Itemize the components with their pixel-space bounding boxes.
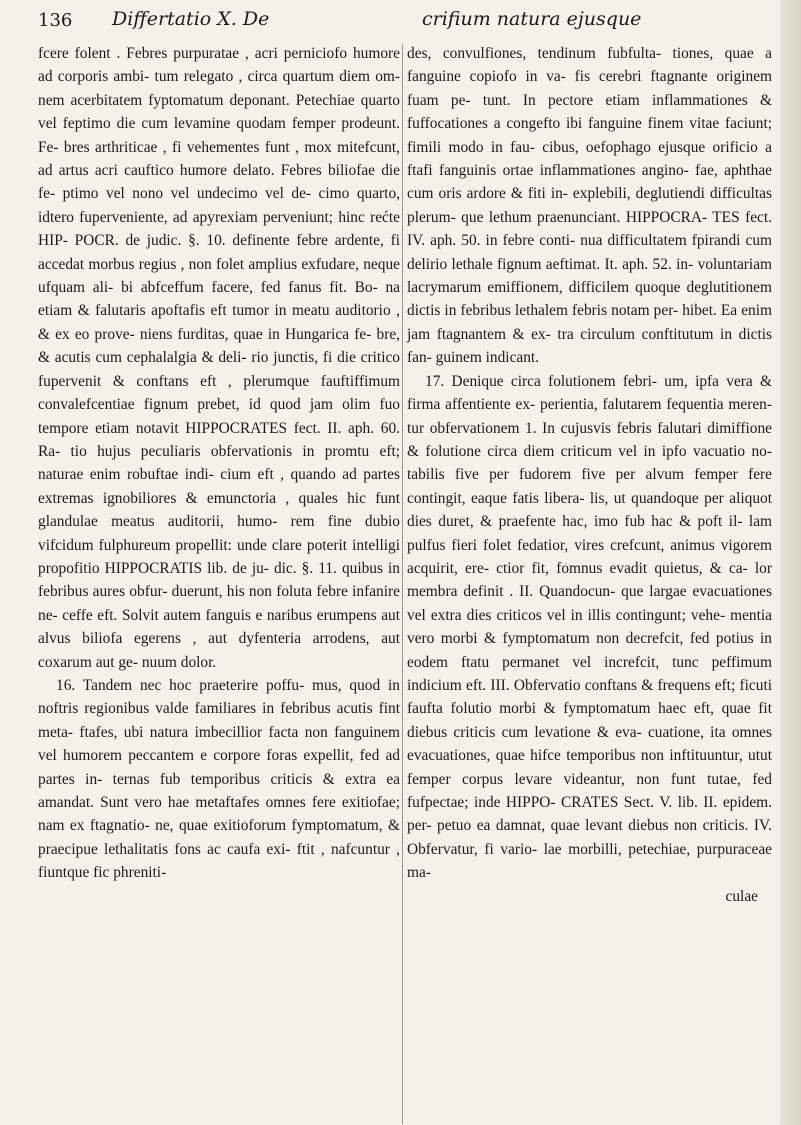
page-number: 136	[38, 10, 73, 31]
paragraph-right-1: des, convulfiones, tendinum fubfulta- tiones, quae a fanguine copiofo in va- fis cerebri ftagnante originem fuam pe- tunt. In pectore etiam inflammationes & fuffocationes a congefto ibi fanguine finem vitae faciunt; fimili modo in fau- cibus, oefophago ejusque orificio a ftafi fanguinis ortae inflammationes angino- fae, aphthae cum oris ardore & fiti in- explebili, deglutiendi difficultas plerum- que lethum praenunciant. HIPPOCRA- TES fect. IV. aph. 50. in febre conti- nua difficultatem fpirandi cum delirio lethale fignum aeftimat. It. aph. 52. in- voluntariam lacrymarum emiffionem, difficilem quoque deglutitionem dictis in febribus lethalem febris notam per- hibet. Ea enim jam ftagnantem & ex- tra circulum conftitutum in dictis fan- guinem indicant.	[407, 45, 772, 367]
right-column	[407, 42, 772, 908]
paragraph-16: 16. Tandem nec hoc praeterire poffu- mus, quod in noftris regionibus valde familiares in febribus acutis fint meta- ftafes, ubi natura imbecillior facta non fanguinem vel humorem peccantem e corpore foras expellit, fed ad partes in- ternas fub temporibus criticis & extra ea amandat. Sunt vero hae metaftafes omnes fere exitiofae; nam ex ftagnatio- ne, quae exitioforum fymptomatum, & praecipue lethalitatis fons ac caufa exi- ftit , nafcuntur , fiuntque fic phreniti-	[38, 676, 400, 882]
running-title-right: crifium natura ejusque	[422, 8, 642, 30]
paragraph-17: 17. Denique circa folutionem febri- um, ipfa vera & firma affentiente ex- perientia, falutarem fequentia meren- tur obfervationem 1. In cujusvis febris falutari dimiffione & folutione circa diem criticum vel in ipfo vacuatio no- tabilis five per fudorem five per alvum femper fere contingit, eaque fatis libera- lis, ut quandoque per aliquot dies duret, & praefente hac, imo fub hac & poft il- lam pulfus fieri folet fedatior, vires crefcunt, animus vigorem acquirit, ere- ctior fit, fomnus evadit quietus, & ca- lor membra definit . II. Quandocun- que largae evacuationes vel extra dies criticos vel in illis contingunt; vehe- mentia vero morbi & fymptomatum non decrefcit, fed potius in eodem ftatu permanet vel increfcit, tunc peffimum indicium eft. III. Obfervatio conftans & frequens eft; ficuti faufta folutio morbi & fymptomatum haec eft, quae fit diebus criticis cum levatione & eva- cuatione, ita omnes evacuationes, quae hifce temporibus non inftituuntur, utut femper corpus levare videantur, non funt tutae, fed fufpectae; inde HIPPO- CRATES Sect. V. lib. II. epidem. per- petuo ea damnat, quae levant diebus non criticis. IV. Obfervatur, fi vario- lae morbilli, petechiae, purpuraceae ma-	[407, 372, 772, 882]
facing-page-edge	[780, 0, 801, 1125]
paragraph-left-1: fcere folent . Febres purpuratae , acri perniciofo humore ad corporis ambi- tum relegato , circa quartum diem om- nem acerbitatem fyptomatum deponant. Petechiae quarto vel feptimo die cum levamine quodam femper prodeunt. Fe- bres arthriticae , fi vehementes funt , mox mitefcunt, ad artus acri cauftico humore delato. Febres biliofae die fe- ptimo vel nono vel undecimo vel de- cimo quarto, idtero fuperveniente, ad apyrexiam perveniunt; hinc rećte HIP- POCR. de judic. §. 10. definente febre ardente, fi accedat morbus regius , non folet amplius exfudare, neque ufquam ali- bi abfceffum facere, fed fanus fit. Bo- na etiam & falutaris apoftafis eft tumor in meatu auditorio , & ex eo prove- niens furditas, quae in Hungarica fe- bre, & acutis cum cephalalgia & deli- rio junctis, fi die critico fupervenit & conftans eft , plerumque fauftiffimum convalefcentiae fignum prebet, id quod jam olim fuo tempore etiam notavit HIPPOCRATES fect. II. aph. 60. Ra- tio hujus peculiaris obfervationis in promtu eft; naturae enim robuftae indi- cium eft , quando ad partes extremas ignobiliores & emunctoria , quales hic funt glandulae meatus auditorii, humo- rem fine dubio vifcidum fulphureum propellit: unde clare poterit intelligi propofitio HIPPOCRATIS lib. de ju- dic. §. 11. quibus in febribus aures obfur- duerunt, his non foluta febre infanire ne- ceffe eft. Solvit autem fanguis e naribus erumpens aut alvus biliofa egerens , aut dyfenteria arrodens, aut coxarum aut ge- nuum dolor.	[38, 45, 400, 671]
catchword: culae	[725, 887, 758, 905]
running-head	[38, 6, 778, 36]
running-title-left: Differtatio X. De	[112, 8, 270, 30]
column-divider	[402, 44, 403, 1124]
left-column	[38, 42, 400, 885]
